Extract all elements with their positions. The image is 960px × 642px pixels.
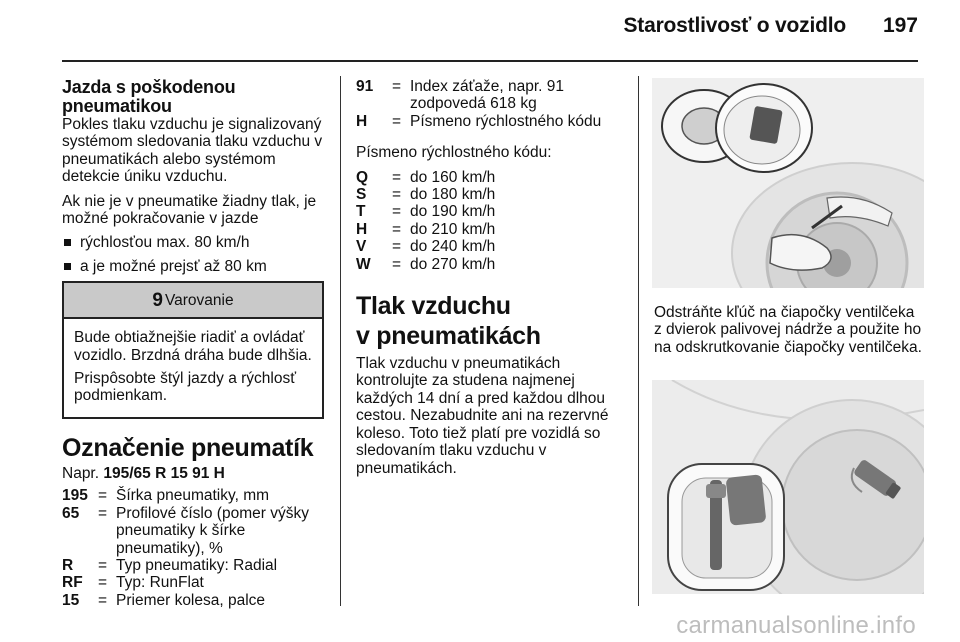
definition-term: R (62, 556, 74, 574)
warning-box (62, 281, 324, 419)
speed-code-value: do 190 km/h (410, 203, 496, 221)
speed-code-letter: W (356, 255, 371, 273)
speed-code-row (356, 256, 626, 273)
page-number: 197 (882, 14, 918, 37)
definition-term: 65 (62, 504, 80, 522)
definition-term: 195 (62, 487, 88, 505)
warning-triangle-icon: 9 (152, 289, 163, 311)
speed-code-letter: T (356, 203, 366, 221)
speed-code-letter: S (356, 186, 367, 204)
bullet-text: rýchlosťou max. 80 km/h (80, 234, 250, 252)
definition-equals: = (98, 504, 108, 522)
valve-cap-caption: Odstráňte kľúč na čiapočky ventilčeka z dvierok palivovej nádrže a použite ho na odskrutkovanie čiapočky ventilčeka. (654, 304, 922, 356)
speed-code-equals: = (392, 255, 402, 273)
definition-row (356, 113, 626, 130)
speed-code-equals: = (392, 238, 402, 256)
valve-cap-key-illustration (652, 380, 924, 594)
definition-row (62, 574, 324, 591)
warning-title: Varovanie (164, 291, 234, 309)
tire-definition-list (62, 487, 324, 609)
speed-code-row (356, 203, 626, 220)
warning-paragraph-2: Prispôsobte štýl jazdy a rýchlosť podmienkam. (74, 370, 297, 405)
example-label: Napr. (62, 464, 100, 482)
column-1 (62, 78, 324, 609)
damaged-tire-paragraph-1: Pokles tlaku vzduchu je signalizovaný systémom sledovania tlaku vzduchu v pneumatikách alebo systémom detekcie úniku vzduchu. (62, 116, 323, 186)
speed-code-letter: Q (356, 168, 369, 186)
definition-description: Šírka pneumatiky, mm (116, 487, 270, 505)
bullet-item (62, 234, 324, 251)
definition-description: Písmeno rýchlostného kódu (410, 112, 602, 130)
definition-equals: = (98, 487, 108, 505)
definition-row (62, 592, 324, 609)
speed-code-value: do 180 km/h (410, 186, 496, 204)
definition-term: RF (62, 574, 83, 592)
speed-code-equals: = (392, 168, 402, 186)
definition-equals: = (98, 556, 108, 574)
speed-code-letter: H (356, 220, 368, 238)
bullet-text: a je možné prejsť až 80 km (80, 257, 267, 275)
bullet-square-icon (64, 263, 71, 270)
header-title: Starostlivosť o vozidlo (623, 14, 846, 37)
definition-equals: = (98, 574, 108, 592)
definition-description: Typ: RunFlat (116, 574, 204, 592)
definition-row (62, 557, 324, 574)
example-code: 195/65 R 15 91 H (103, 464, 225, 482)
watermark: carmanualsonline.info (676, 612, 916, 639)
speed-code-value: do 270 km/h (410, 255, 496, 273)
speed-code-value: do 240 km/h (410, 238, 496, 256)
speed-code-intro: Písmeno rýchlostného kódu: (356, 144, 552, 162)
definition-row (62, 505, 324, 557)
tire-pressure-heading (356, 291, 626, 351)
definition-description: Profilové číslo (pomer výšky pneumatiky k šírke pneumatiky), % (116, 504, 309, 557)
definition-equals: = (392, 78, 402, 95)
damaged-tire-paragraph-2: Ak nie je v pneumatike žiadny tlak, je možné pokračovanie v jazde (62, 192, 317, 228)
speed-code-list (356, 169, 626, 273)
speed-code-letter: V (356, 238, 367, 256)
column-2 (356, 78, 626, 484)
speed-code-row (356, 238, 626, 255)
speed-code-value: do 210 km/h (410, 220, 496, 238)
definition-row (356, 78, 626, 113)
tire-pressure-paragraph: Tlak vzduchu v pneumatikách kontrolujte za studena najmenej každých 14 dní a pred každou dlhou cestou. Nezabudnite ani na rezervné koleso. Toto tiež platí pre vozidlá so sledovaním tlaku vzduchu v pneumatikách. (356, 355, 609, 477)
definition-term: H (356, 112, 368, 130)
definition-row (62, 487, 324, 504)
damaged-tire-heading: Jazda s poškodenou pneumatikou (62, 77, 236, 116)
speed-code-equals: = (392, 203, 402, 221)
column-divider-2 (638, 76, 639, 606)
definition-description: Typ pneumatiky: Radial (116, 556, 278, 574)
header-rule (62, 60, 918, 62)
column-3-caption (654, 304, 926, 363)
speed-code-equals: = (392, 186, 402, 204)
definition-description: Index záťaže, napr. 91 zodpovedá 618 kg (410, 78, 565, 113)
speed-code-equals: = (392, 220, 402, 238)
example-line (62, 465, 324, 482)
warning-header (64, 283, 322, 319)
warning-paragraph-1: Bude obtiažnejšie riadiť a ovládať vozidlo. Brzdná dráha bude dlhšia. (74, 329, 312, 364)
definition-term: 15 (62, 591, 80, 609)
warning-body (64, 319, 322, 417)
speed-code-row (356, 169, 626, 186)
tire-pressure-heading-line2: v pneumatikách (356, 322, 541, 351)
column-divider-1 (340, 76, 341, 606)
speed-code-row (356, 186, 626, 203)
speed-code-value: do 160 km/h (410, 168, 496, 186)
definition-description: Priemer kolesa, palce (116, 591, 266, 609)
tire-definition-list-cont (356, 78, 626, 130)
definition-equals: = (392, 112, 402, 130)
speed-code-row (356, 221, 626, 238)
definition-term: 91 (356, 78, 374, 95)
bullet-square-icon (64, 239, 71, 246)
bullet-item (62, 258, 324, 275)
fuel-door-valve-key-illustration (652, 78, 924, 288)
tire-pressure-heading-line1: Tlak vzduchu (356, 292, 511, 321)
definition-equals: = (98, 591, 108, 609)
tire-marking-heading: Označenie pneumatík (62, 433, 314, 462)
